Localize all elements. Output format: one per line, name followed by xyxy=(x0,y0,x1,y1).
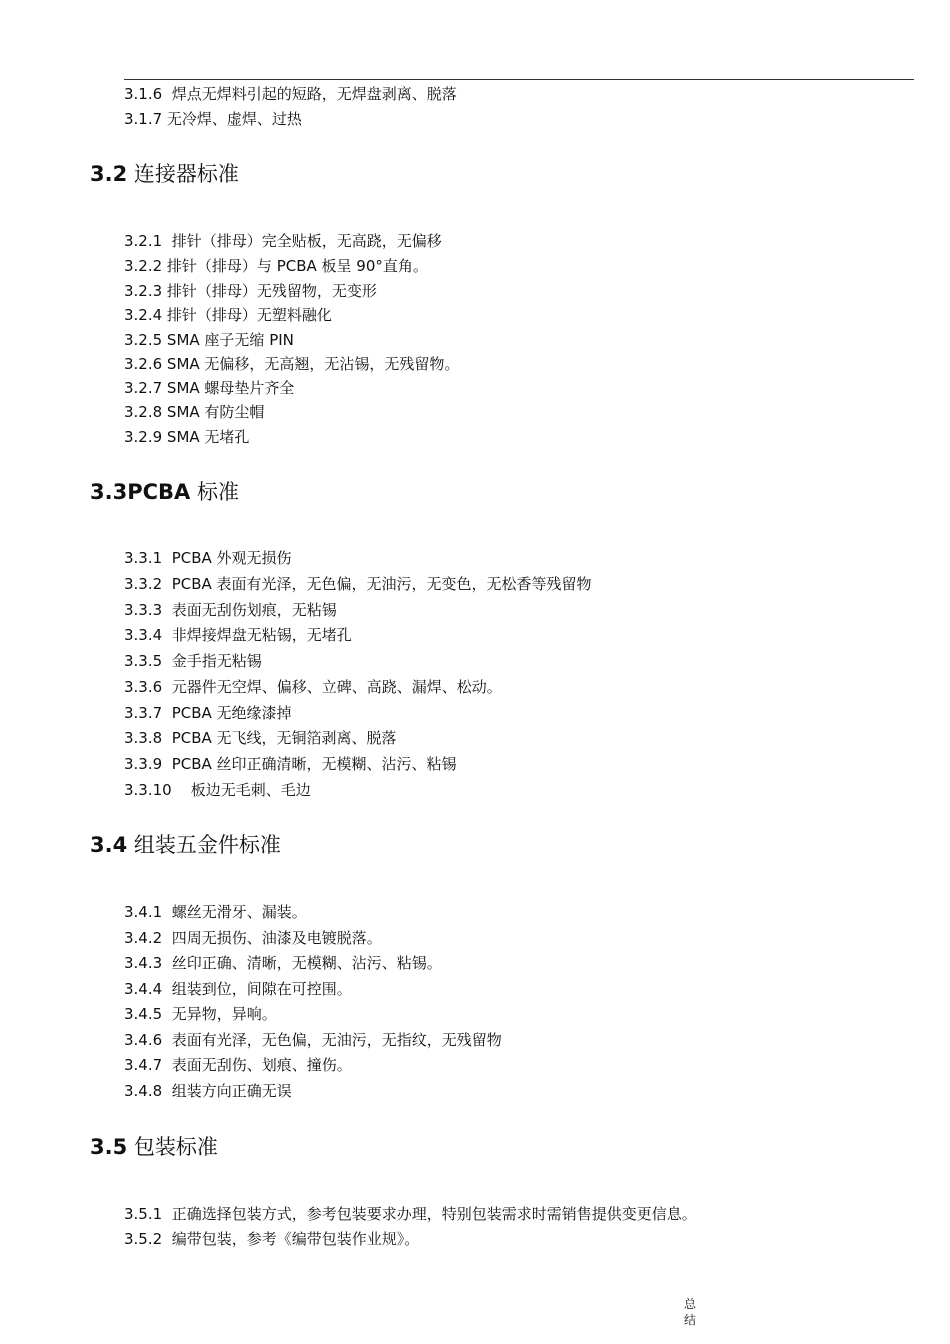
list-item: 3.1.6 焊点无焊料引起的短路，无焊盘剥离、脱落 xyxy=(124,85,457,103)
list-item: 3.4.7 表面无刮伤、划痕、撞伤。 xyxy=(124,1056,352,1074)
list-item: 3.3.4 非焊接焊盘无粘锡，无堵孔 xyxy=(124,626,352,644)
page-footer xyxy=(684,1296,696,1328)
section-heading-3-2 xyxy=(90,160,239,188)
section-heading-3-4 xyxy=(90,831,281,859)
list-item: 3.2.5 SMA 座子无缩 PIN xyxy=(124,331,294,349)
list-item: 3.3.3 表面无刮伤划痕，无粘锡 xyxy=(124,601,337,619)
section-number: 3.5 xyxy=(90,1135,128,1159)
section-title: 包装标准 xyxy=(127,1135,218,1159)
list-item: 3.4.3 丝印正确、清晰，无模糊、沾污、粘锡。 xyxy=(124,954,442,972)
section-title: 连接器标准 xyxy=(127,162,239,186)
section-number: 3.3PCBA xyxy=(90,480,191,504)
list-item: 3.1.7 无冷焊、虚焊、过热 xyxy=(124,110,302,128)
list-item: 3.4.1 螺丝无滑牙、漏装。 xyxy=(124,903,307,921)
list-item: 3.3.1 PCBA 外观无损伤 xyxy=(124,549,292,567)
section-title: 标准 xyxy=(190,480,239,504)
list-item: 3.4.5 无异物，异响。 xyxy=(124,1005,277,1023)
section-number: 3.4 xyxy=(90,833,128,857)
list-item: 3.3.10 板边无毛刺、毛边 xyxy=(124,781,311,799)
section-heading-3-5 xyxy=(90,1133,218,1161)
section-title: 组装五金件标准 xyxy=(127,833,281,857)
footer-char: 总 xyxy=(684,1297,697,1311)
list-item: 3.2.7 SMA 螺母垫片齐全 xyxy=(124,379,295,397)
list-item: 3.3.7 PCBA 无绝缘漆掉 xyxy=(124,704,292,722)
list-item: 3.5.2 编带包装，参考《编带包装作业规》。 xyxy=(124,1230,420,1248)
section-number: 3.2 xyxy=(90,162,128,186)
list-item: 3.4.6 表面有光泽，无色偏，无油污，无指纹，无残留物 xyxy=(124,1031,502,1049)
list-item: 3.2.4 排针（排母）无塑料融化 xyxy=(124,306,332,324)
list-item: 3.5.1 正确选择包装方式，参考包装要求办理，特别包装需求时需销售提供变更信息。 xyxy=(124,1205,697,1223)
list-item: 3.2.1 排针（排母）完全贴板，无高跷，无偏移 xyxy=(124,232,442,250)
section-heading-3-3 xyxy=(90,478,239,506)
list-item: 3.3.8 PCBA 无飞线，无铜箔剥离、脱落 xyxy=(124,729,397,747)
header-rule xyxy=(124,79,914,80)
list-item: 3.4.2 四周无损伤、油漆及电镀脱落。 xyxy=(124,929,382,947)
list-item: 3.3.9 PCBA 丝印正确清晰，无模糊、沾污、粘锡 xyxy=(124,755,457,773)
list-item: 3.2.6 SMA 无偏移，无高翘，无沾锡，无残留物。 xyxy=(124,355,460,373)
list-item: 3.3.6 元器件无空焊、偏移、立碑、高跷、漏焊、松动。 xyxy=(124,678,502,696)
list-item: 3.3.2 PCBA 表面有光泽，无色偏，无油污，无变色，无松香等残留物 xyxy=(124,575,592,593)
list-item: 3.2.2 排针（排母）与 PCBA 板呈 90°直角。 xyxy=(124,257,428,275)
list-item: 3.2.3 排针（排母）无残留物，无变形 xyxy=(124,282,377,300)
footer-char: 结 xyxy=(684,1313,697,1327)
list-item: 3.4.4 组装到位，间隙在可控围。 xyxy=(124,980,352,998)
list-item: 3.3.5 金手指无粘锡 xyxy=(124,652,262,670)
list-item: 3.4.8 组装方向正确无误 xyxy=(124,1082,292,1100)
list-item: 3.2.8 SMA 有防尘帽 xyxy=(124,403,265,421)
list-item: 3.2.9 SMA 无堵孔 xyxy=(124,428,250,446)
